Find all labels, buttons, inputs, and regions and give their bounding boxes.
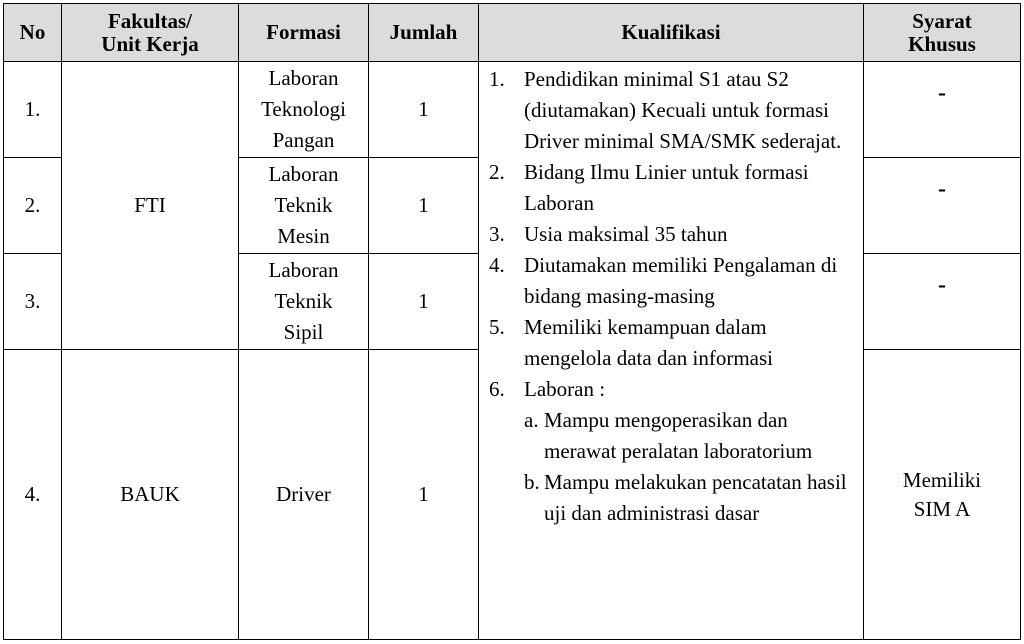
list-item [489, 250, 857, 312]
header-kualifikasi-label: Kualifikasi [621, 20, 721, 44]
formasi-cell [239, 254, 369, 350]
sub-list-item [524, 467, 857, 529]
formasi-line: Laboran [268, 162, 339, 186]
row-number: 2. [4, 158, 62, 254]
header-fakultas-line2: Unit Kerja [101, 31, 199, 56]
list-item [489, 157, 857, 219]
item-number: 4. [489, 253, 505, 277]
item-text: Diutamakan memiliki Pengalaman di bidang masing-masing [524, 253, 838, 308]
formasi-line: Teknik [274, 289, 333, 313]
formasi-cell [239, 158, 369, 254]
table-row [4, 62, 1021, 158]
sub-item-letter: b. [524, 470, 540, 494]
item-text: Usia maksimal 35 tahun [524, 222, 728, 246]
syarat-line: SIM A [913, 496, 971, 521]
formasi-line: Teknik [274, 193, 333, 217]
header-kualifikasi [479, 4, 864, 62]
item-text: Laboran : [524, 377, 606, 401]
formasi-line: Sipil [283, 320, 324, 344]
list-item [489, 219, 857, 250]
header-no [4, 4, 62, 62]
item-number: 3. [489, 222, 505, 246]
jumlah-cell: 1 [369, 62, 479, 158]
header-fakultas-line1: Fakultas/ [107, 8, 193, 33]
header-jumlah [369, 4, 479, 62]
header-syarat-line2: Khusus [908, 31, 976, 56]
syarat-khusus-cell: - [864, 158, 1021, 254]
header-row [4, 4, 1021, 62]
kualifikasi-cell [479, 62, 864, 640]
header-fakultas [62, 4, 239, 62]
formasi-cell [239, 62, 369, 158]
item-number: 2. [489, 160, 505, 184]
row-number: 3. [4, 254, 62, 350]
formasi-line: Mesin [277, 224, 330, 248]
list-item [489, 64, 857, 157]
item-number: 6. [489, 377, 505, 401]
header-formasi [239, 4, 369, 62]
item-body [524, 374, 857, 529]
syarat-khusus-cell: - [864, 62, 1021, 158]
list-item [489, 312, 857, 374]
formasi-line: Teknologi [261, 97, 346, 121]
formasi-line: Laboran [268, 66, 339, 90]
sub-list-item [524, 405, 857, 467]
jumlah-cell: 1 [369, 158, 479, 254]
unit-cell-bauk: BAUK [62, 350, 239, 640]
syarat-line: Memiliki [902, 467, 982, 492]
kualifikasi-list [489, 64, 857, 529]
header-syarat-line1: Syarat [912, 8, 972, 33]
row-number: 4. [4, 350, 62, 640]
item-number: 5. [489, 315, 505, 339]
sub-item-letter: a. [524, 408, 539, 432]
syarat-khusus-cell [864, 350, 1021, 640]
formasi-line: Pangan [272, 128, 335, 152]
header-no-label: No [19, 20, 46, 44]
item-text: Bidang Ilmu Linier untuk formasi Laboran [524, 160, 809, 215]
jumlah-cell: 1 [369, 254, 479, 350]
unit-cell-fti: FTI [62, 62, 239, 350]
header-jumlah-label: Jumlah [389, 20, 458, 44]
header-syarat-khusus [864, 4, 1021, 62]
formasi-line: Laboran [268, 258, 339, 282]
sub-item-text: Mampu mengoperasikan dan merawat peralatan laboratorium [544, 408, 813, 463]
header-formasi-label: Formasi [266, 20, 341, 44]
row-number: 1. [4, 62, 62, 158]
item-text: Memiliki kemampuan dalam mengelola data dan informasi [524, 315, 773, 370]
list-item [489, 374, 857, 529]
item-number: 1. [489, 67, 505, 91]
formasi-cell: Driver [239, 350, 369, 640]
item-text: Pendidikan minimal S1 atau S2 (diutamakan) Kecuali untuk formasi Driver minimal SMA/SMK sederajat. [524, 67, 842, 153]
jumlah-cell: 1 [369, 350, 479, 640]
sub-item-text: Mampu melakukan pencatatan hasil uji dan administrasi dasar [544, 470, 847, 525]
job-vacancy-table [3, 3, 1021, 640]
laboran-sub-list [524, 405, 857, 529]
syarat-khusus-cell: - [864, 254, 1021, 350]
